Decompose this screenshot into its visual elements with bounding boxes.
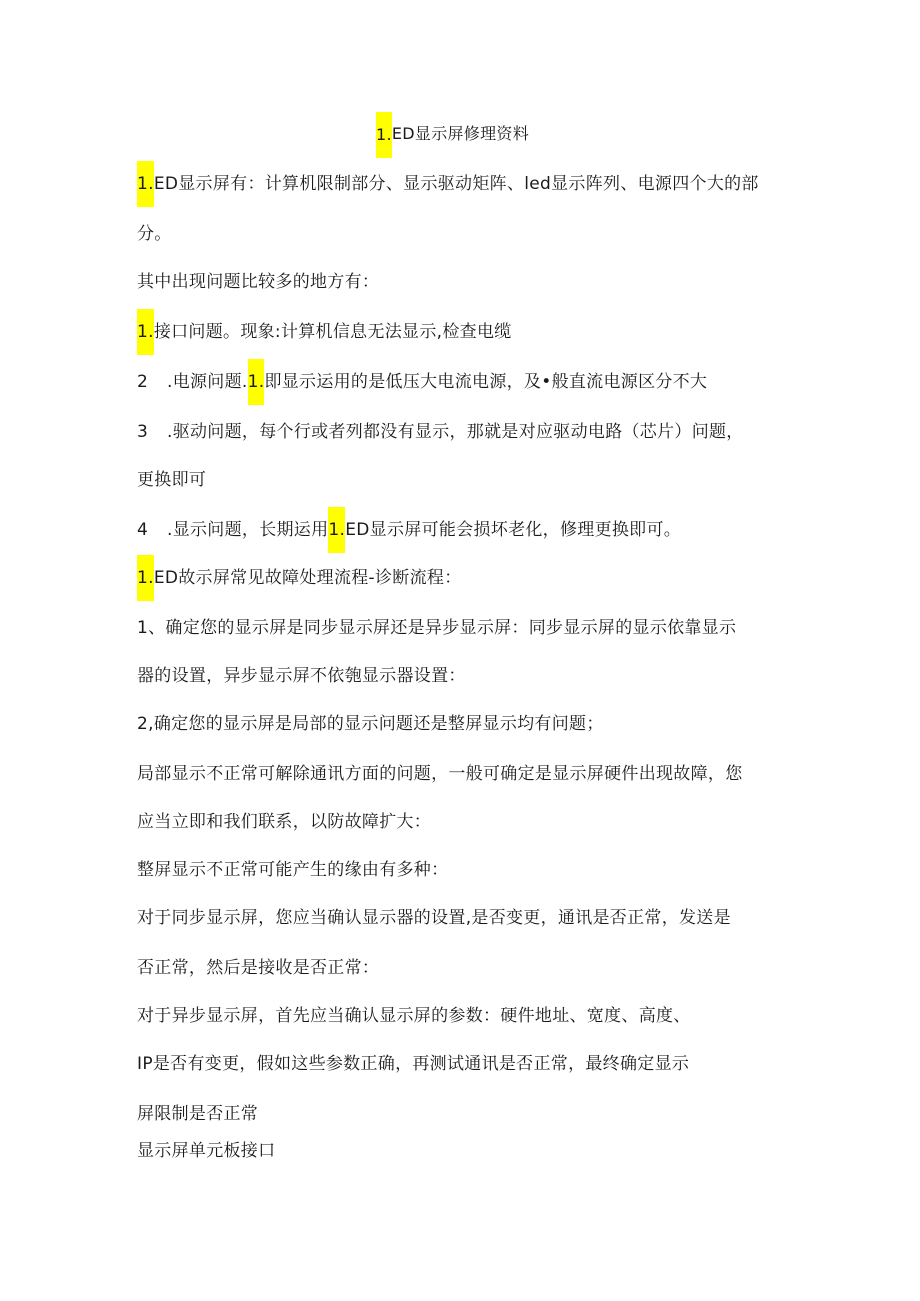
list-number: 2 [137, 372, 149, 392]
list-item-1 [137, 320, 512, 344]
list-item-2 [137, 370, 707, 394]
list-number: 3 [137, 422, 149, 442]
paragraph-6-line-2: IP是否有变更，假如这些参数正确，再测试通讯是否正常，最终确定显示 [137, 1054, 690, 1074]
paragraph-6-line-1: 对于异步显示屏，首先应当确认显示屏的参数：硬件地址、宽度、高度、 [137, 1006, 691, 1026]
paragraph-5-line-1: 对于同步显示屏，您应当确认显示器的设置,是否变更，通讯是否正常，发送是 [137, 908, 731, 928]
paragraph-8: 显示屏单元板接口 [137, 1141, 276, 1161]
step-2: 2,确定您的显示屏是局部的显示问题还是整屏显示均有问题； [137, 714, 604, 734]
list-item-4 [137, 518, 681, 542]
list-item-text: 接口问题。现象:计算机信息无法显示,检查电缆 [153, 322, 512, 342]
highlight-mark: 1. [137, 555, 154, 601]
list-item-3-line-1 [137, 420, 744, 444]
list-item-text: 即显示运用的是低压大电流电源，及•般直流电源区分不大 [264, 372, 708, 392]
paragraph-text: ED显示屏有：计算机限制部分、显示驱动矩阵、led显示阵列、电源四个大的部 [153, 174, 759, 194]
list-item-text: ED显示屏可能会损坏老化，修理更换即可。 [345, 520, 682, 540]
highlight-mark: 1. [328, 507, 345, 553]
highlight-mark: 1. [137, 161, 154, 207]
paragraph-3-line-1: 局部显示不正常可解除通讯方面的问题，一般可确定是显示屏硬件出现故障，您 [137, 764, 743, 784]
highlight-mark: 1. [376, 112, 392, 158]
step-1-line-2: 器的设置，异步显示屏不依匏显示器设置： [137, 666, 466, 686]
list-item-3-line-2: 更换即可 [137, 470, 207, 490]
highlight-mark: 1. [248, 359, 265, 405]
paragraph-2: 其中出现问题比较多的地方有： [137, 272, 380, 292]
paragraph-1-line-1 [137, 172, 759, 196]
paragraph-5-line-2: 否正常，然后是接收是否正常： [137, 958, 380, 978]
paragraph-4: 整屏显示不正常可能产生的缘由有多种： [137, 860, 449, 880]
list-item-text: .电源问题. [167, 372, 248, 392]
heading-text: ED故示屏常见故障处理流程-诊断流程： [153, 568, 462, 588]
title-text: ED显示屏修理资料 [391, 124, 530, 143]
paragraph-3-line-2: 应当立即和我们联系，以防故障扩大： [137, 812, 432, 832]
highlight-mark: 1. [137, 309, 154, 355]
document-title [376, 122, 529, 146]
list-number: 4 [137, 520, 149, 540]
step-1-line-1: 1、确定您的显示屏是同步显示屏还是异步显示屏：同步显示屏的显示依靠显示 [137, 618, 737, 638]
paragraph-7: 屏限制是否正常 [137, 1104, 259, 1124]
list-item-text: .驱动问题，每个行或者列都没有显示，那就是对应驱动电路（芯片）问题， [167, 422, 744, 442]
list-item-text: .显示问题，长期运用 [167, 520, 329, 540]
section-heading [137, 566, 462, 590]
paragraph-1-line-2: 分。 [137, 224, 172, 244]
